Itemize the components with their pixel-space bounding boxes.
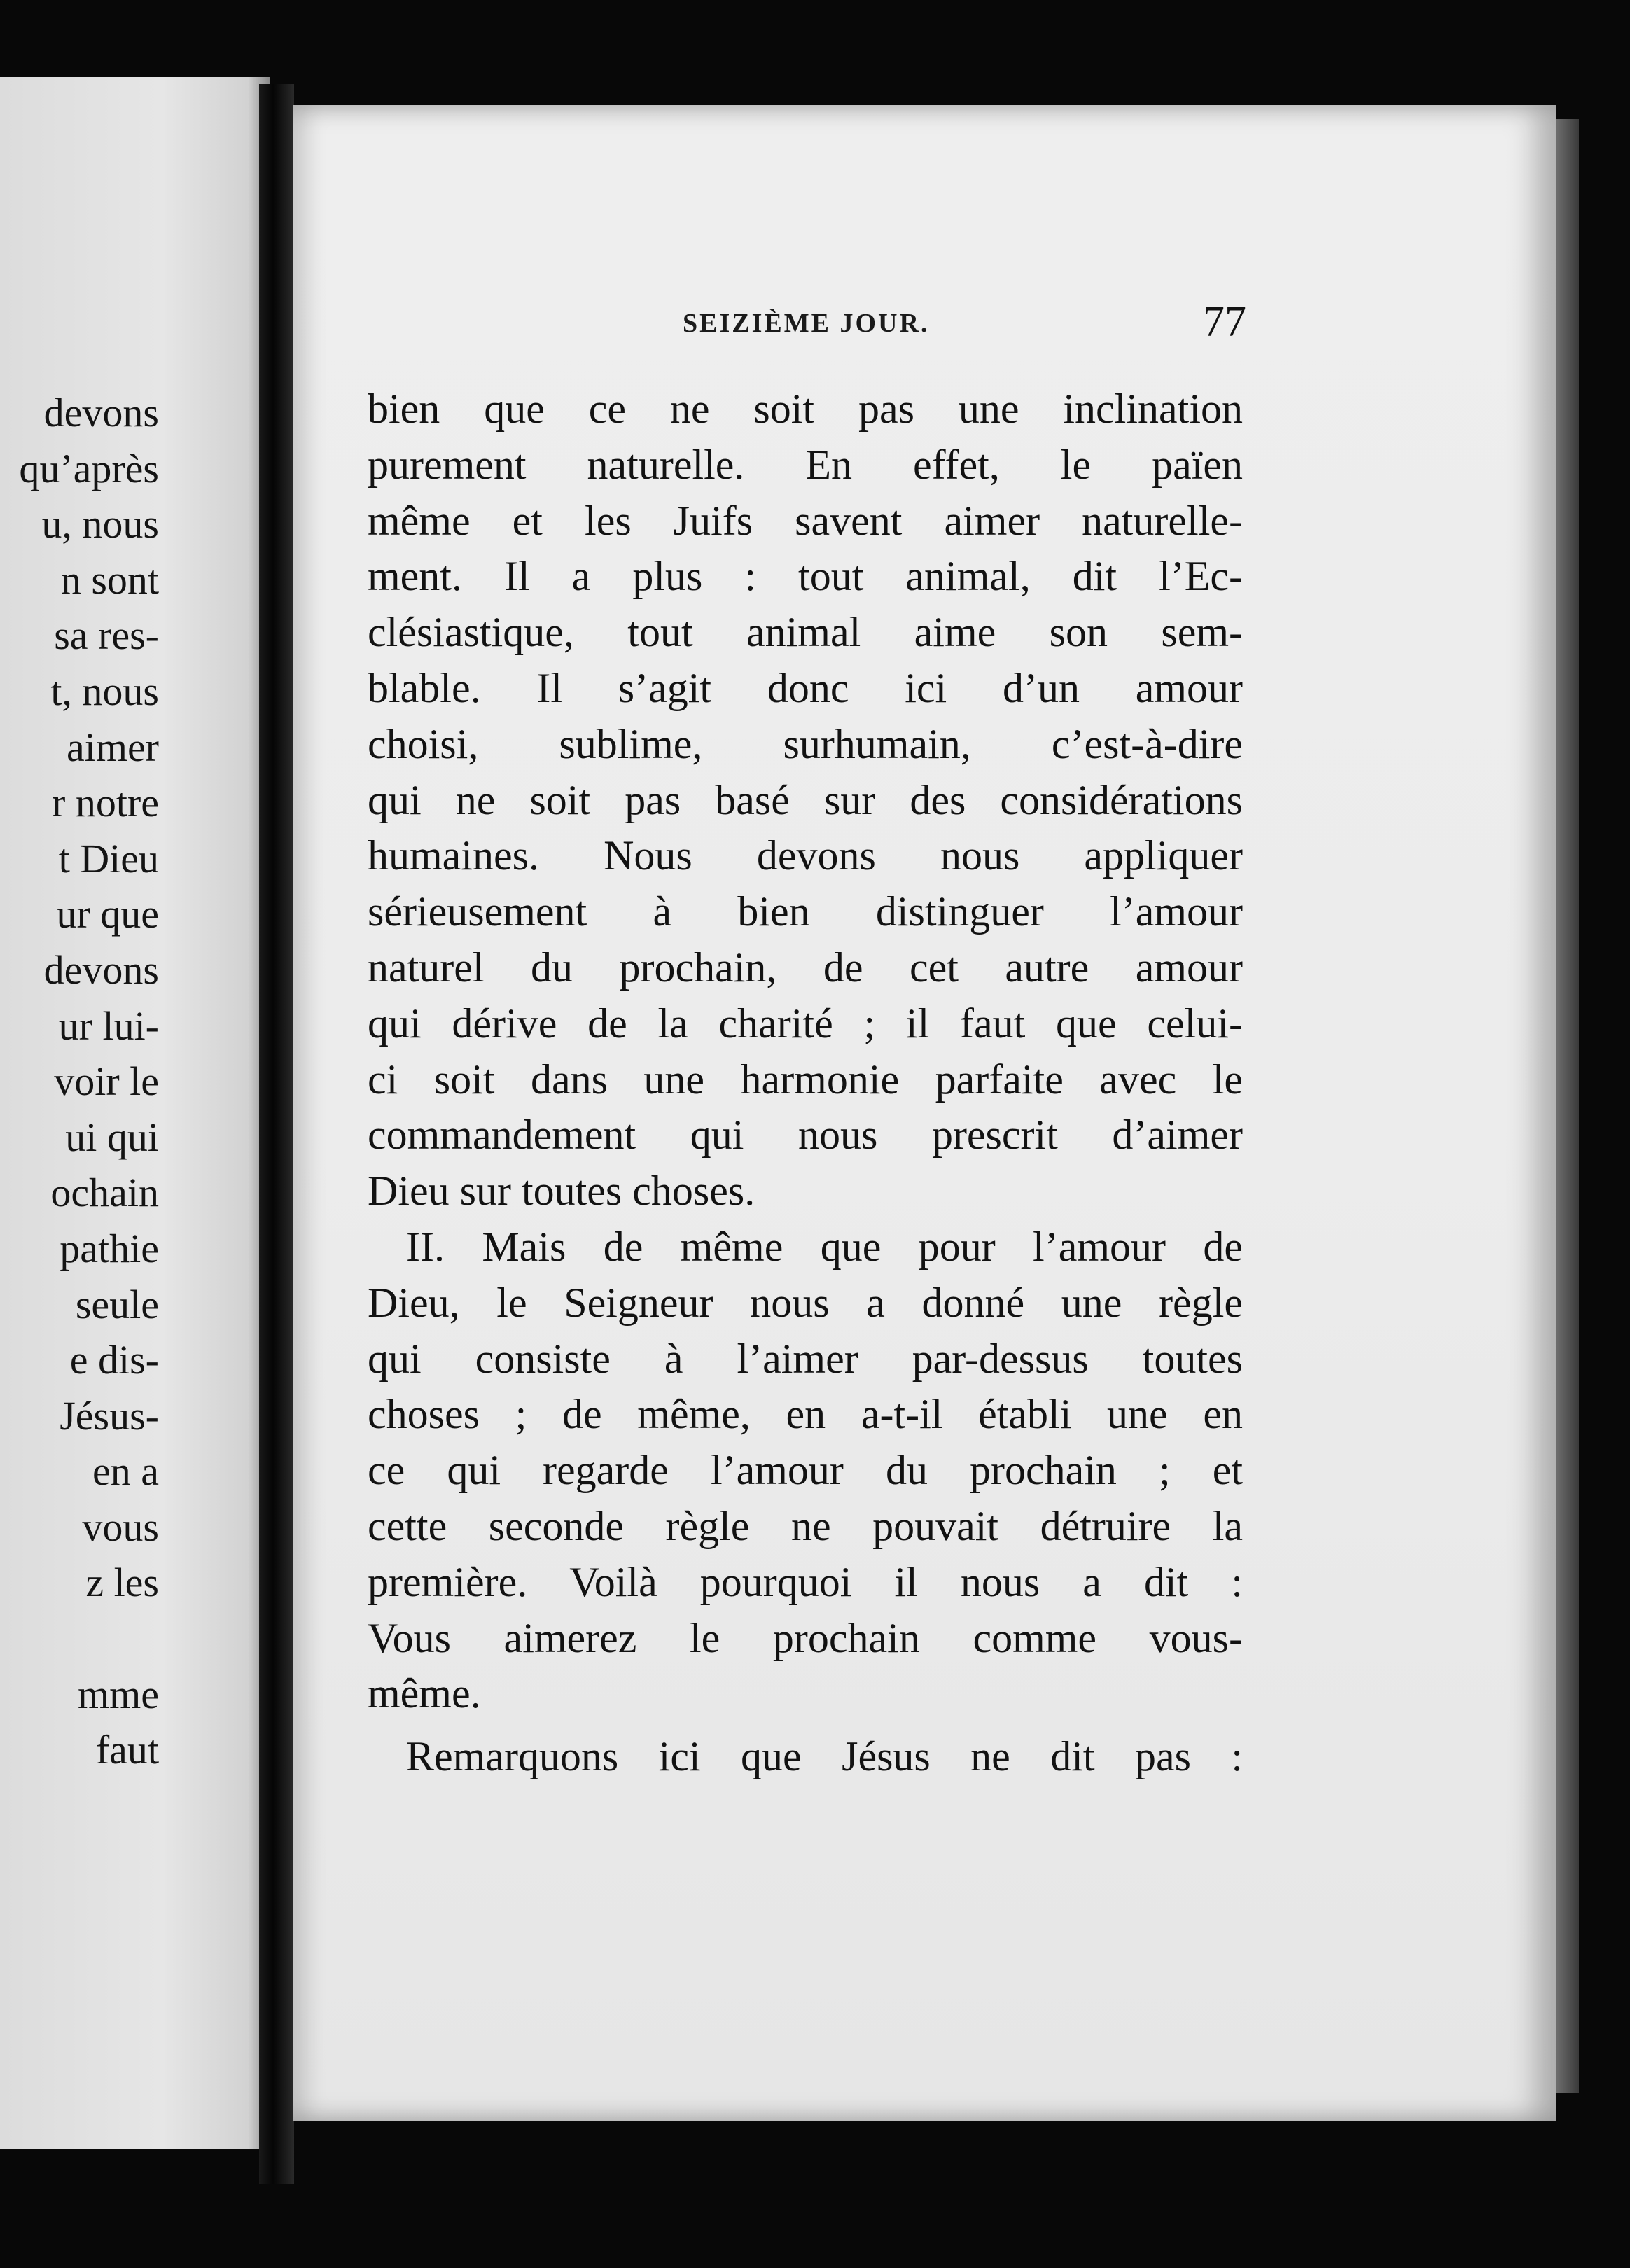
previous-page-line: qu’après [19, 445, 159, 491]
previous-page-line [0, 1611, 159, 1667]
previous-page-line: Jésus- [60, 1392, 159, 1438]
text-line: Vous aimerez le prochain comme vous- [368, 1614, 1243, 1661]
previous-page-line: ur lui- [58, 1002, 159, 1049]
previous-page-line: vous [82, 1504, 159, 1550]
text-line: humaines. Nous devons nous appliquer [368, 832, 1243, 879]
previous-page-line: voir le [54, 1058, 159, 1105]
text-line: ce qui regarde l’amour du prochain ; et [368, 1447, 1243, 1494]
previous-page-text [0, 385, 159, 1778]
text-line: même et les Juifs savent aimer naturelle- [368, 497, 1243, 544]
previous-page-line: ui qui [65, 1114, 159, 1160]
previous-page-line: pathie [60, 1225, 159, 1271]
text-line: bien que ce ne soit pas une inclination [368, 386, 1243, 432]
previous-page-line: t Dieu [58, 835, 159, 881]
previous-page-line: seule [75, 1281, 159, 1327]
text-line: purement naturelle. En effet, le païen [368, 441, 1243, 488]
text-line: clésiastique, tout animal aime son sem- [368, 609, 1243, 656]
previous-page-line: u, nous [41, 501, 159, 547]
running-title: SEIZIÈME JOUR. [683, 309, 930, 338]
text-line: Remarquons ici que Jésus ne dit pas : [406, 1733, 1243, 1780]
previous-page-line: mme [78, 1671, 159, 1717]
text-line: naturel du prochain, de cet autre amour [368, 944, 1243, 990]
text-line: II. Mais de même que pour l’amour de [406, 1223, 1243, 1270]
previous-page-line: faut [95, 1727, 159, 1773]
text-line: première. Voilà pourquoi il nous a dit : [368, 1558, 1243, 1605]
previous-page-line: sa res- [54, 612, 159, 659]
previous-page-line: devons [43, 390, 159, 435]
previous-page-line: e dis- [69, 1337, 159, 1383]
text-line: qui consiste à l’aimer par-dessus toutes [368, 1335, 1243, 1382]
text-line: ci soit dans une harmonie parfaite avec le [368, 1056, 1243, 1102]
text-line: qui ne soit pas basé sur des considérations [368, 776, 1243, 823]
text-line: même. [368, 1670, 481, 1717]
text-line: qui dérive de la charité ; il faut que celui- [368, 1000, 1243, 1046]
previous-page-line: ur que [56, 891, 159, 937]
book-gutter [259, 84, 294, 2184]
previous-page-fragment [0, 77, 270, 2149]
text-line: blable. Il s’agit donc ici d’un amour [368, 664, 1243, 711]
previous-page-line: ochain [50, 1170, 159, 1216]
previous-page-line: z les [85, 1560, 159, 1606]
text-line: ment. Il a plus : tout animal, dit l’Ec- [368, 553, 1243, 600]
previous-page-line: r notre [52, 780, 159, 826]
previous-page-line: aimer [66, 724, 159, 770]
text-line: commandement qui nous prescrit d’aimer [368, 1112, 1243, 1158]
text-line: Dieu, le Seigneur nous a donné une règle [368, 1279, 1243, 1326]
previous-page-line: n sont [60, 556, 159, 603]
text-line: choisi, sublime, surhumain, c’est-à-dire [368, 720, 1243, 767]
text-line: choses ; de même, en a-t-il établi une en [368, 1391, 1243, 1438]
previous-page-line: devons [43, 946, 159, 993]
text-line: Dieu sur toutes choses. [368, 1168, 755, 1214]
text-line: sérieusement à bien distinguer l’amour [368, 888, 1243, 935]
page-number: 77 [1203, 298, 1246, 346]
previous-page-line: t, nous [50, 668, 159, 714]
body-text [368, 382, 1243, 1785]
previous-page-line: en a [92, 1448, 159, 1494]
text-line: cette seconde règle ne pouvait détruire la [368, 1502, 1243, 1549]
